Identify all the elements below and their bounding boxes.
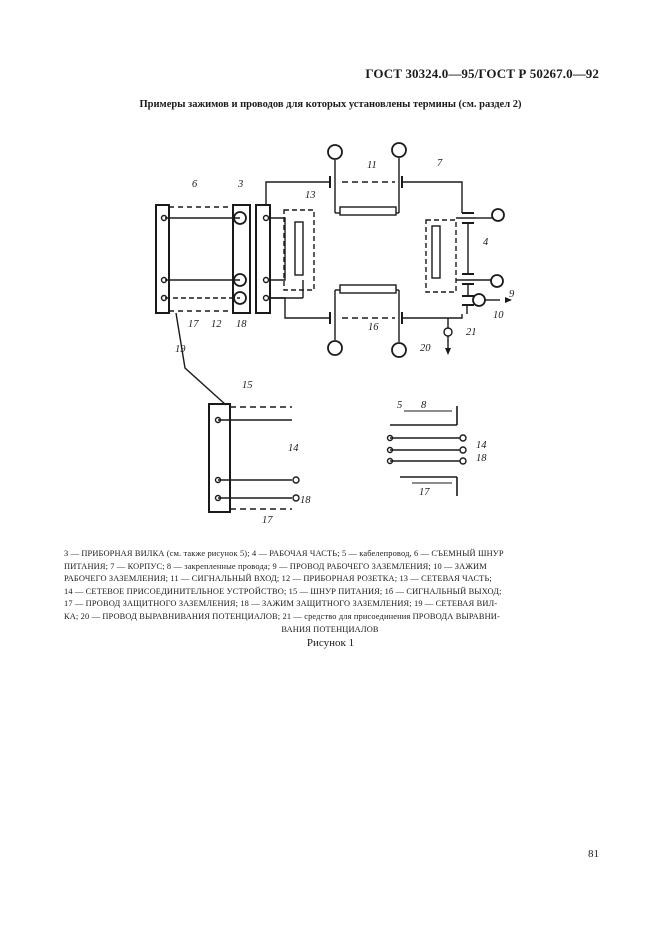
label-9: 9 xyxy=(509,289,515,300)
label-11: 11 xyxy=(367,160,377,171)
legend-line: 14 — СЕТЕВОЕ ПРИСОЕДИНИТЕЛЬНОЕ УСТРОЙСТВО; 15 — ШНУР ПИТАНИЯ; 1б — СИГНАЛЬНЫЙ ВЫХОД; xyxy=(64,586,502,596)
label-4: 4 xyxy=(483,237,489,248)
label-18-plug: 18 xyxy=(300,495,311,506)
label-3: 3 xyxy=(238,179,244,190)
label-21: 21 xyxy=(466,327,477,338)
figure-subtitle: Примеры зажимов и проводов для которых установлены термины (см. раздел 2) xyxy=(139,99,522,110)
label-12: 12 xyxy=(211,319,222,330)
legend-line: РАБОЧЕГО ЗАЗЕМЛЕНИЯ; 11 — СИГНАЛЬНЫЙ ВХОД; 12 — ПРИБОРНАЯ РОЗЕТКА; 13 — СЕТЕВАЯ ЧАСТЬ; xyxy=(64,574,492,584)
label-13: 13 xyxy=(305,190,316,201)
document-header: ГОСТ 30324.0—95/ГОСТ Р 50267.0—92 xyxy=(365,66,599,81)
figure-legend xyxy=(64,548,596,636)
label-14-detail: 14 xyxy=(476,440,487,451)
legend-line: 17 — ПРОВОД ЗАЩИТНОГО ЗАЗЕМЛЕНИЯ; 18 — ЗАЖИМ ЗАЩИТНОГО ЗАЗЕМЛЕНИЯ; 19 — СЕТЕВАЯ ВИЛ- xyxy=(64,599,498,609)
label-17: 17 xyxy=(188,319,199,330)
label-18-detail: 18 xyxy=(476,453,487,464)
label-18: 18 xyxy=(236,319,247,330)
legend-line: КА; 20 — ПРОВОД ВЫРАВНИВАНИЯ ПОТЕНЦИАЛОВ; 21 — средство для присоединения ПРОВОДА ВЫРАВНИ- xyxy=(64,611,500,621)
label-14: 14 xyxy=(288,443,299,454)
legend-line: 3 — ПРИБОРНАЯ ВИЛКА (см. также рисунок 5); 4 — РАБОЧАЯ ЧАСТЬ; 5 — кабелепровод, 6 — СЪЕМНЫЙ ШНУР xyxy=(64,549,504,558)
label-17-detail: 17 xyxy=(419,487,430,498)
label-7: 7 xyxy=(437,158,443,169)
label-17-plug: 17 xyxy=(262,515,273,526)
figure-caption: Рисунок 1 xyxy=(306,637,355,649)
page-number: 81 xyxy=(588,848,599,860)
legend-line: ВАНИЯ ПОТЕНЦИАЛОВ xyxy=(281,624,379,634)
label-20: 20 xyxy=(420,343,431,354)
label-16: 16 xyxy=(368,322,379,333)
legend-line: ПИТАНИЯ; 7 — КОРПУС; 8 — закрепленные провода; 9 — ПРОВОД РАБОЧЕГО ЗАЗЕМЛЕНИЯ; 10 — ЗАЖИМ xyxy=(64,561,487,571)
label-15: 15 xyxy=(242,380,253,391)
label-10: 10 xyxy=(493,310,504,321)
label-6: 6 xyxy=(192,179,198,190)
label-19: 19 xyxy=(175,344,186,355)
label-5-detail: 5 xyxy=(397,400,403,411)
label-8-detail: 8 xyxy=(421,400,427,411)
